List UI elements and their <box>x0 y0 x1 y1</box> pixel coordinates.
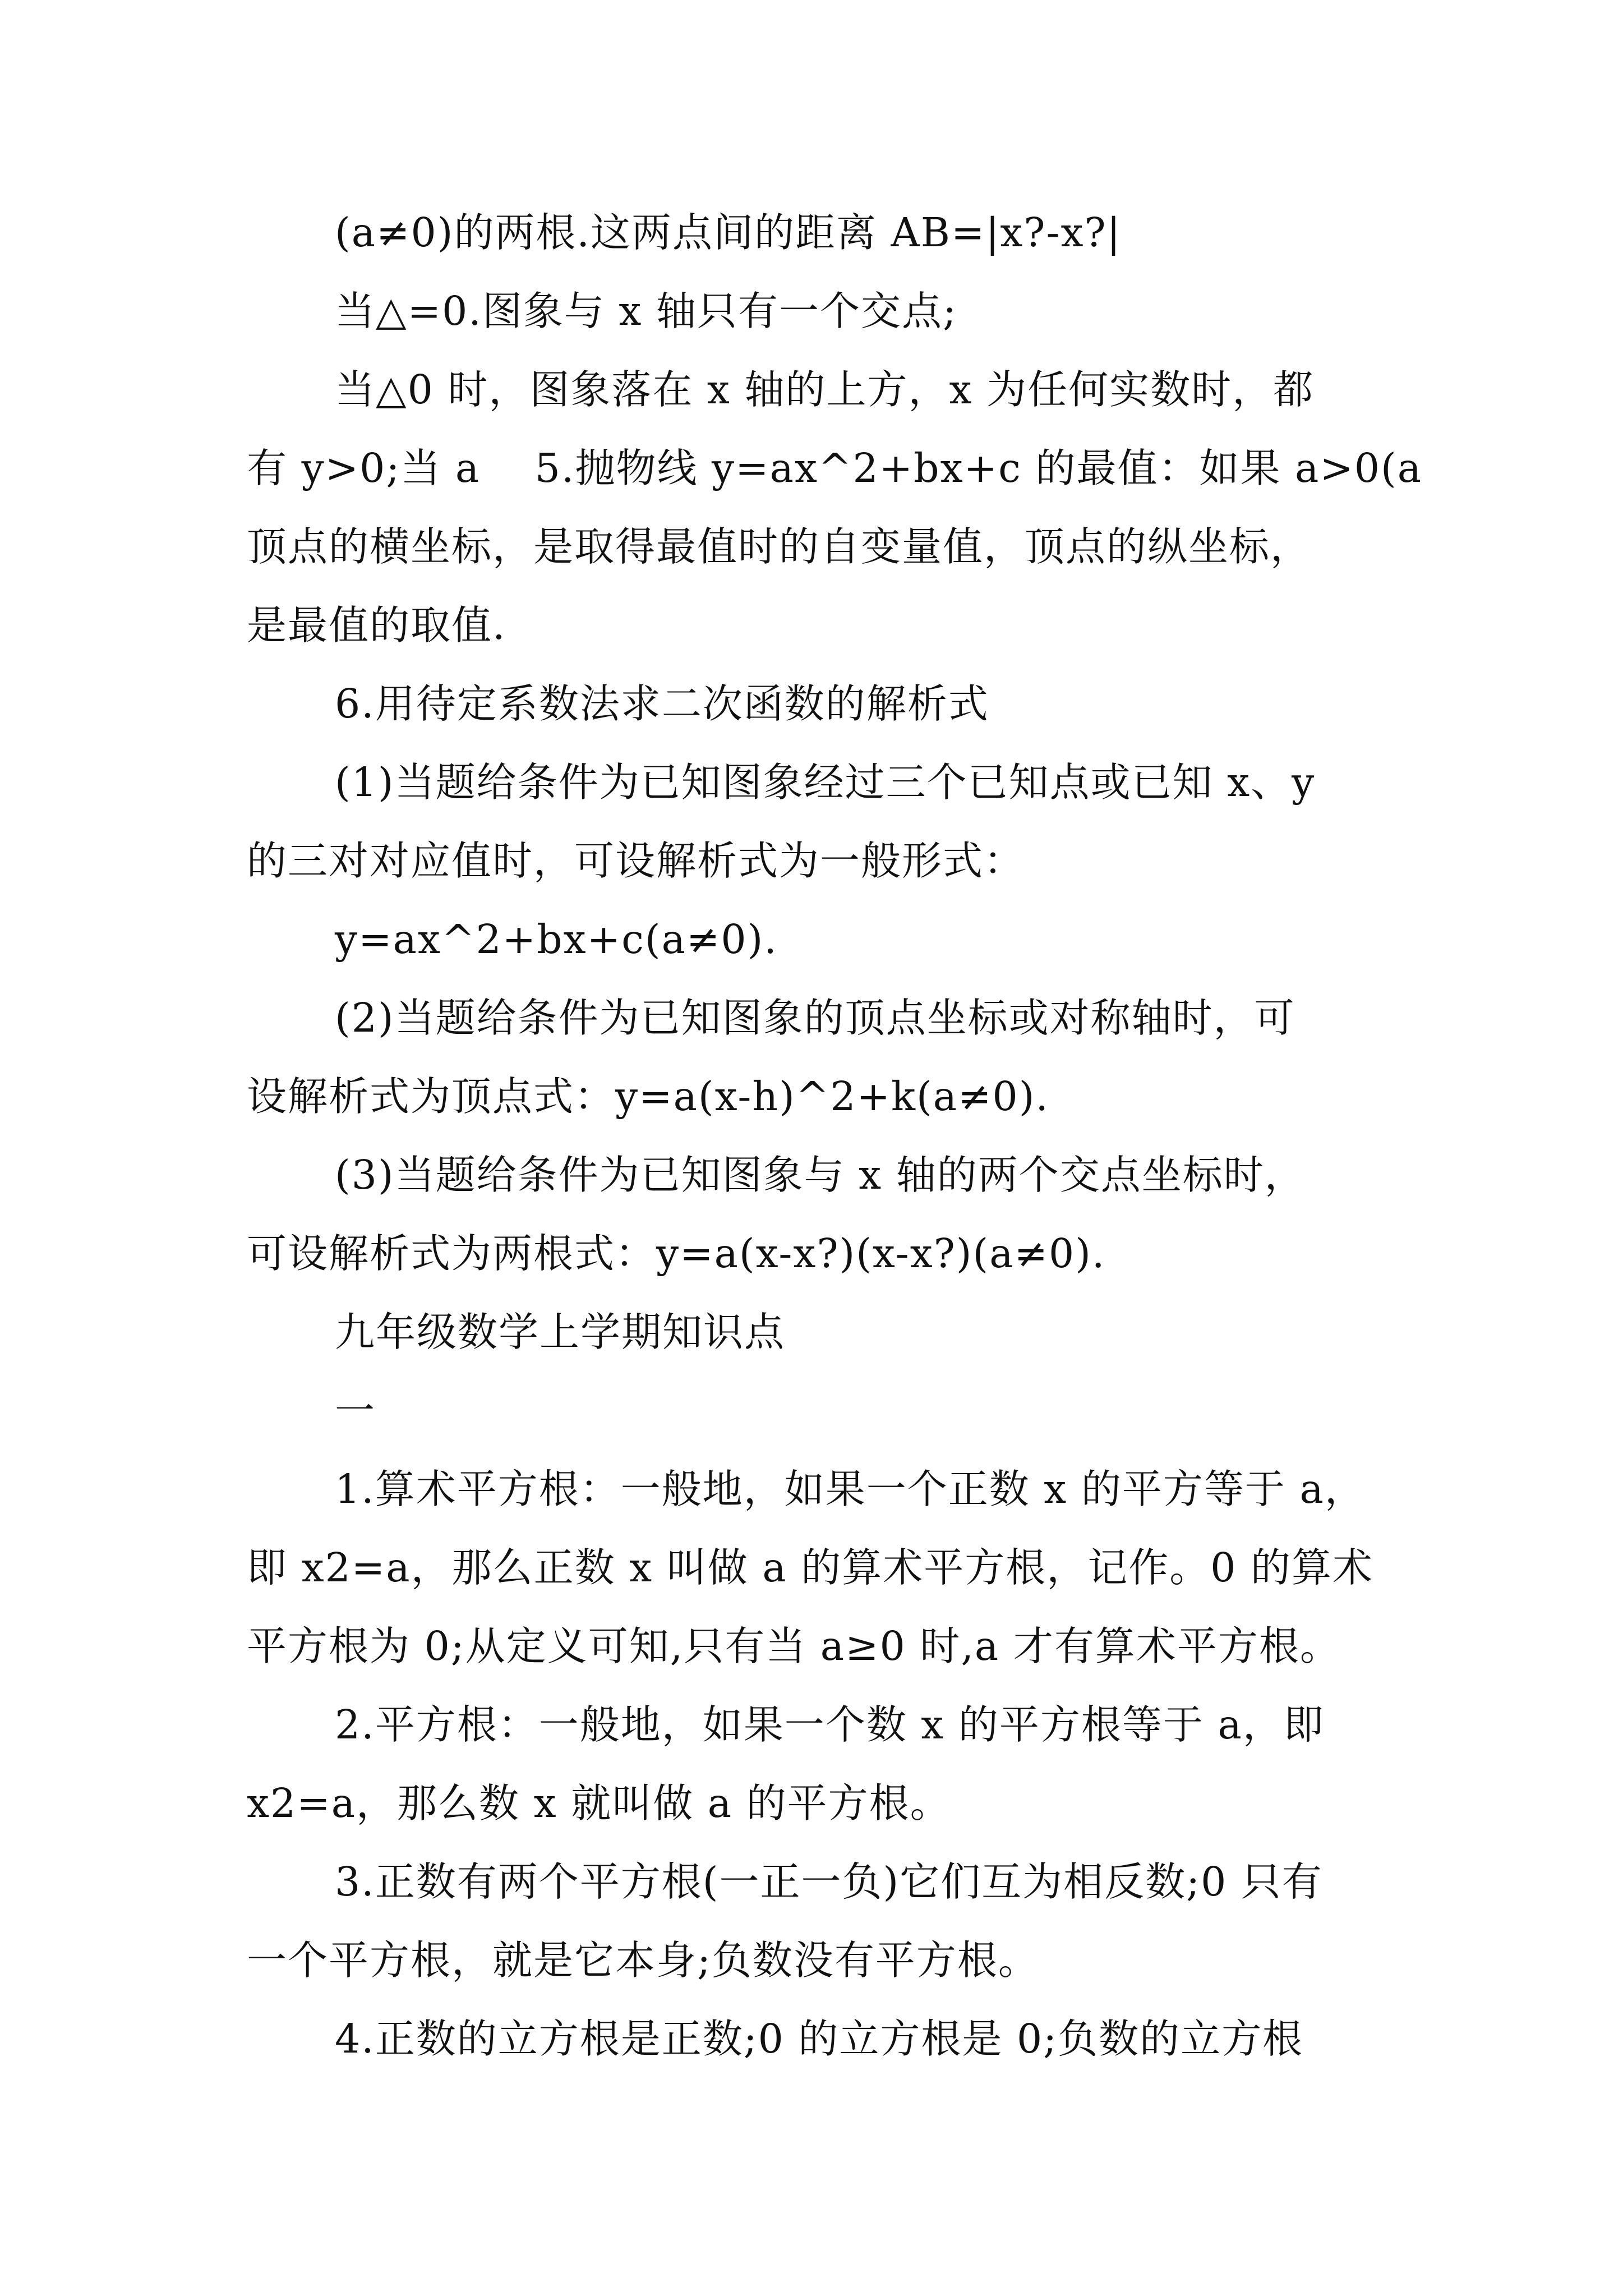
text-line: (3)当题给条件为已知图象与 x 轴的两个交点坐标时， <box>335 1152 1306 1198</box>
text-line: 2.平方根：一般地，如果一个数 x 的平方根等于 a，即 <box>335 1701 1325 1748</box>
text-line: x2=a，那么数 x 就叫做 a 的平方根。 <box>247 1780 951 1826</box>
section-heading: 6.用待定系数法求二次函数的解析式 <box>335 680 989 727</box>
text-line: 一个平方根，就是它本身;负数没有平方根。 <box>247 1937 1039 1984</box>
text-line: 3.正数有两个平方根(一正一负)它们互为相反数;0 只有 <box>335 1858 1323 1905</box>
text-line: (a≠0)的两根.这两点间的距离 AB=|x?-x?| <box>335 209 1122 256</box>
text-line: 可设解析式为两根式：y=a(x-x?)(x-x?)(a≠0). <box>247 1230 1106 1277</box>
section-heading: 九年级数学上学期知识点 <box>335 1309 786 1355</box>
text-line: 当△0 时，图象落在 x 轴的上方，x 为任何实数时，都 <box>335 366 1315 413</box>
text-line: 1.算术平方根：一般地，如果一个正数 x 的平方等于 a， <box>335 1466 1366 1512</box>
text-line: 4.正数的立方根是正数;0 的立方根是 0;负数的立方根 <box>335 2016 1304 2062</box>
text-line: (1)当题给条件为已知图象经过三个已知点或已知 x、y <box>335 759 1316 806</box>
text-line: 是最值的取值. <box>247 602 506 648</box>
text-line: 即 x2=a，那么正数 x 叫做 a 的算术平方根，记作。0 的算术 <box>247 1544 1373 1591</box>
text-line: 有 y>0;当 a 5.抛物线 y=ax^2+bx+c 的最值：如果 a>0(a <box>247 445 1423 491</box>
text-line: 当△=0.图象与 x 轴只有一个交点; <box>335 288 957 334</box>
formula-line: y=ax^2+bx+c(a≠0). <box>335 916 778 963</box>
text-line: 的三对对应值时，可设解析式为一般形式： <box>247 838 1025 884</box>
text-line: 设解析式为顶点式：y=a(x-h)^2+k(a≠0). <box>247 1073 1049 1120</box>
section-number: 一 <box>335 1387 376 1434</box>
text-line: 顶点的横坐标，是取得最值时的自变量值，顶点的纵坐标， <box>247 523 1312 570</box>
text-line: 平方根为 0;从定义可知,只有当 a≥0 时,a 才有算术平方根。 <box>247 1623 1341 1669</box>
text-line: (2)当题给条件为已知图象的顶点坐标或对称轴时，可 <box>335 995 1295 1041</box>
